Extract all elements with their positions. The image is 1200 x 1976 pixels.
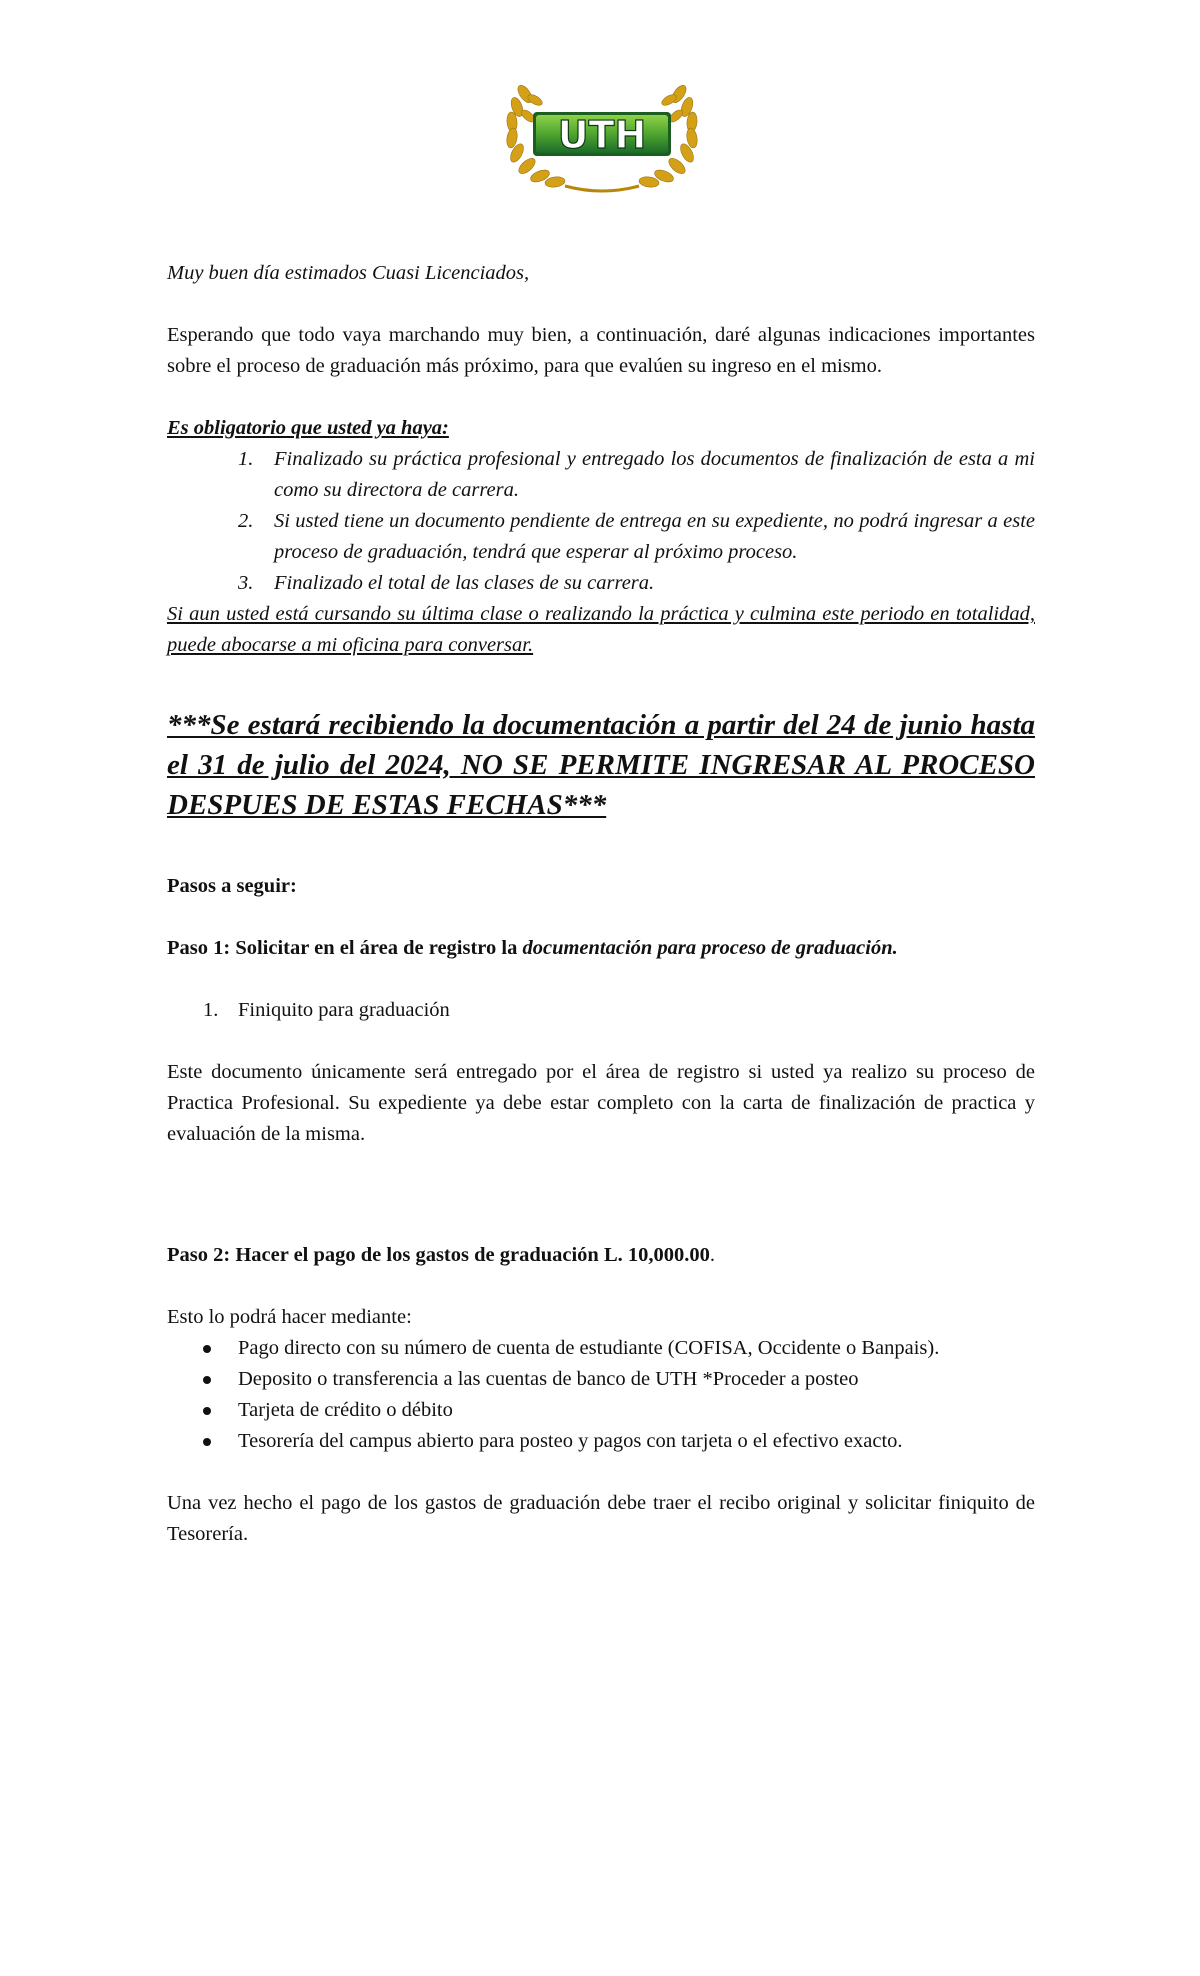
bullet-icon (203, 1345, 211, 1353)
uth-logo (495, 72, 709, 196)
payment-method-item (167, 1364, 1035, 1395)
step2-title (167, 1240, 1035, 1271)
payment-method-text: Tarjeta de crédito o débito (238, 1399, 453, 1421)
step1-title-italic: documentación para proceso de graduación. (522, 937, 898, 959)
step2-title-suffix: . (709, 1244, 715, 1266)
greeting: Muy buen día estimados Cuasi Licenciados, (167, 262, 530, 284)
bullet-icon (203, 1438, 211, 1446)
payment-method-item (167, 1333, 1035, 1364)
deadline-notice: ***Se estará recibiendo la documentación a partir del 24 de junio hasta el 31 de julio del 2024, NO SE PERMITE INGRESAR AL PROCESO DESPUES DE ESTAS FECHAS*** (167, 709, 1035, 821)
step1-title (167, 933, 1035, 964)
requirement-item (167, 444, 1035, 506)
requirement-number: 1. (238, 448, 254, 470)
requirement-number: 3. (238, 572, 254, 594)
steps-heading: Pasos a seguir: (167, 875, 297, 897)
requirements-heading: Es obligatorio que usted ya haya: (167, 417, 449, 439)
requirement-text: Si usted tiene un documento pendiente de entrega en su expediente, no podrá ingresar a este proceso de graduación, tendrá que esperar al próximo proceso. (274, 510, 1035, 563)
step2-title-bold: Paso 2: Hacer el pago de los gastos de graduación L. 10,000.00 (167, 1244, 710, 1266)
requirement-text: Finalizado el total de las clases de su carrera. (274, 572, 655, 594)
step1-item-text: Finiquito para graduación (238, 999, 450, 1021)
intro-paragraph: Esperando que todo vaya marchando muy bien, a continuación, daré algunas indicaciones importantes sobre el proceso de graduación más próximo, para que evalúen su ingreso en el mismo. (167, 324, 1035, 377)
step1-description: Este documento únicamente será entregado por el área de registro si usted ya realizo su proceso de Practica Profesional. Su expediente ya debe estar completo con la carta de finalización de practica y evaluación de la misma. (167, 1061, 1035, 1145)
requirement-item (167, 506, 1035, 568)
letter-body (167, 258, 1035, 1550)
payment-method-text: Deposito o transferencia a las cuentas de banco de UTH *Proceder a posteo (238, 1368, 859, 1390)
bullet-icon (203, 1407, 211, 1415)
payment-method-text: Tesorería del campus abierto para posteo y pagos con tarjeta o el efectivo exacto. (238, 1430, 903, 1452)
requirements-list (167, 444, 1035, 599)
logo-text: UTH (557, 113, 647, 157)
step2-intro: Esto lo podrá hacer mediante: (167, 1306, 412, 1328)
requirement-item (167, 568, 1035, 599)
requirement-text: Finalizado su práctica profesional y entregado los documentos de finalización de esta a mi como su directora de carrera. (274, 448, 1035, 501)
payment-method-item (167, 1426, 1035, 1457)
bullet-icon (203, 1376, 211, 1384)
step2-closing: Una vez hecho el pago de los gastos de graduación debe traer el recibo original y solicitar finiquito de Tesorería. (167, 1492, 1035, 1545)
requirement-number: 2. (238, 510, 254, 532)
payment-method-text: Pago directo con su número de cuenta de estudiante (COFISA, Occidente o Banpais). (238, 1337, 940, 1359)
step1-title-bold: Paso 1: Solicitar en el área de registro la (167, 937, 523, 959)
step1-list-item (167, 995, 1035, 1026)
wreath-ribbon (565, 186, 639, 191)
payment-methods-list (167, 1333, 1035, 1457)
step1-item-number: 1. (203, 999, 219, 1021)
payment-method-item (167, 1395, 1035, 1426)
requirements-note: Si aun usted está cursando su última clase o realizando la práctica y culmina este periodo en totalidad, puede abocarse a mi oficina para conversar. (167, 603, 1035, 656)
